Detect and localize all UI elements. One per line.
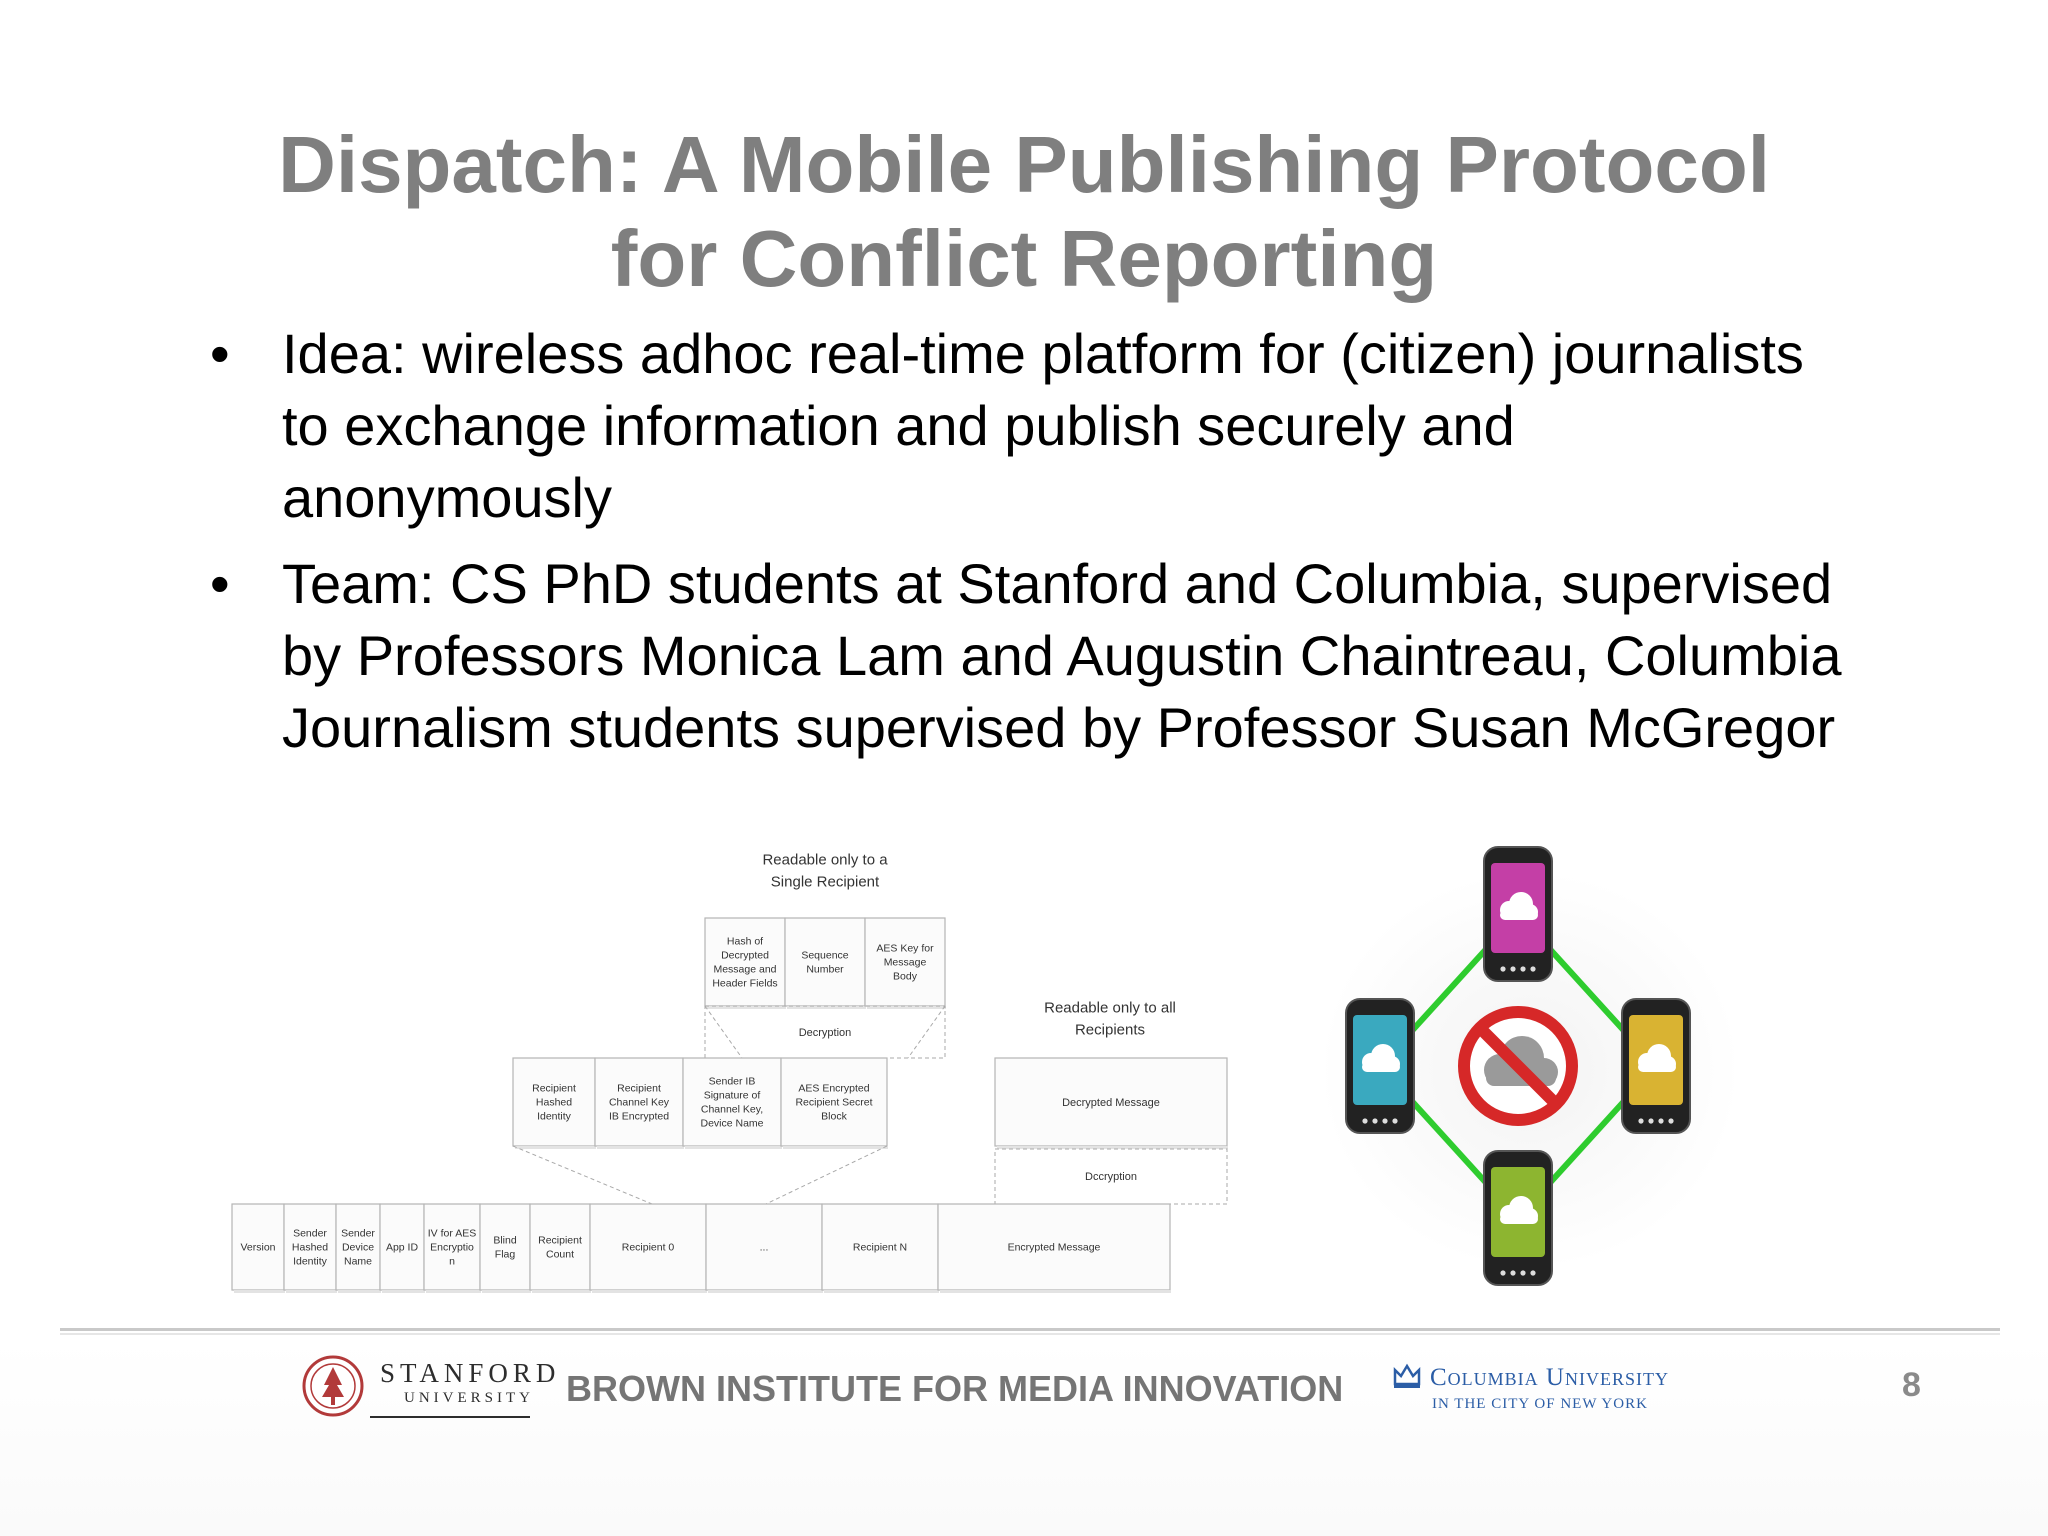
columbia-wordmark: Columbia University	[1430, 1364, 1669, 1391]
bottom-row-cell-shadow	[338, 1290, 381, 1293]
bottom-row-cell-shadow	[940, 1290, 1171, 1293]
bullet-dot: •	[210, 322, 230, 385]
footer-divider-shadow	[60, 1333, 2000, 1335]
middle-row-cell	[683, 1058, 781, 1146]
bottom-row-cell-shadow	[708, 1290, 823, 1293]
bottom-row-cell-shadow	[234, 1290, 285, 1293]
stanford-underline	[370, 1416, 530, 1418]
top-row-cell-shadow	[867, 1006, 946, 1009]
bottom-row-cell-label: IV for AES Encryptio n	[427, 1227, 477, 1268]
phone-icon	[1484, 1151, 1552, 1285]
bottom-row-cell-label: Sender Device Name	[341, 1227, 375, 1268]
bottom-row-cell-label: Encrypted Message	[1007, 1241, 1101, 1254]
top-row-cell	[705, 918, 785, 1006]
all-recipients-caption: Readable only to all Recipients	[1044, 999, 1176, 1039]
phone-mesh-illustration	[1310, 830, 1750, 1290]
bottom-row-cell-label: Recipient 0	[621, 1241, 675, 1254]
funnel-line	[908, 1006, 945, 1058]
bullet-list	[210, 318, 1850, 778]
middle-row-cell-shadow	[597, 1146, 684, 1149]
stanford-wordmark: STANFORD	[380, 1358, 561, 1388]
funnel-line	[513, 1146, 652, 1204]
bottom-row-cell-shadow	[286, 1290, 337, 1293]
page-number: 8	[1902, 1366, 1921, 1404]
bottom-row-cell-label: Recipient N	[852, 1241, 908, 1254]
bottom-row-cell-label: Sender Hashed Identity	[291, 1227, 329, 1268]
bottom-row-cell-shadow	[482, 1290, 531, 1293]
title-line-2: for Conflict Reporting	[610, 214, 1438, 303]
right-decryption-label: Dccryption	[1085, 1170, 1137, 1183]
middle-row-cell-label: Recipient Channel Key IB Encrypted	[608, 1082, 670, 1123]
columbia-city-label: IN THE CITY OF NEW YORK	[1432, 1396, 1648, 1412]
funnel-line	[705, 1006, 742, 1058]
footer-divider	[60, 1328, 2000, 1331]
funnel-line	[766, 1146, 887, 1204]
top-row-cell	[785, 918, 865, 1006]
middle-row-cell-label: Sender IB Signature of Channel Key, Device Name	[700, 1075, 764, 1130]
middle-row-cell-label: Recipient Hashed Identity	[532, 1082, 576, 1123]
middle-row-cell-label: AES Encrypted Recipient Secret Block	[795, 1082, 873, 1123]
bottom-row-cell-label: App ID	[385, 1241, 419, 1254]
phone-icon	[1346, 999, 1414, 1133]
bottom-row-cell-shadow	[824, 1290, 939, 1293]
top-decryption-label: Decryption	[798, 1026, 852, 1039]
stanford-seal-logo	[302, 1355, 364, 1417]
decrypted-message-label: Decrypted Message	[1062, 1096, 1160, 1109]
phone-icon	[1484, 847, 1552, 981]
bullet-dot: •	[210, 552, 230, 615]
no-cloud-icon	[1464, 1012, 1572, 1120]
bottom-row-cell	[480, 1204, 530, 1290]
top-row-cell-label: AES Key for Message Body	[876, 942, 934, 983]
top-row-cell-label: Sequence Number	[801, 949, 849, 976]
middle-row-cell-shadow	[515, 1146, 596, 1149]
bullet-item-idea	[210, 318, 1850, 534]
bottom-row-cell-shadow	[532, 1290, 591, 1293]
bullet-text: Team: CS PhD students at Stanford and Columbia, supervised by Professors Monica Lam and Augustin Chaintreau, Columbia Journalism students supervised by Professor Susan McGregor	[282, 552, 1842, 759]
brown-institute-label: BROWN INSTITUTE FOR MEDIA INNOVATION	[566, 1368, 1344, 1409]
bottom-row-cell-shadow	[592, 1290, 707, 1293]
bottom-row-cell-shadow	[426, 1290, 481, 1293]
bullet-text: Idea: wireless adhoc real-time platform for (citizen) journalists to exchange information and publish securely and anonymously	[282, 322, 1804, 529]
title-line-1: Dispatch: A Mobile Publishing Protocol	[278, 120, 1770, 209]
stanford-university-label: UNIVERSITY	[404, 1390, 534, 1406]
bottom-row-cell-label: ...	[759, 1241, 769, 1254]
slide-title	[0, 118, 2048, 306]
middle-row-cell-shadow	[685, 1146, 782, 1149]
columbia-crown-icon	[1392, 1362, 1422, 1390]
bullet-item-team	[210, 548, 1850, 764]
bottom-row-cell-shadow	[382, 1290, 425, 1293]
top-row-cell-shadow	[707, 1006, 786, 1009]
phone-icon	[1622, 999, 1690, 1133]
middle-row-cell-shadow	[783, 1146, 888, 1149]
bottom-row-cell-label: Version	[240, 1241, 276, 1254]
bottom-row-cell-label: Blind Flag	[493, 1234, 517, 1261]
top-row-cell-label: Hash of Decrypted Message and Header Fields	[712, 935, 778, 990]
single-recipient-caption: Readable only to a Single Recipient	[762, 851, 888, 891]
bottom-row-cell-label: Recipient Count	[538, 1234, 582, 1261]
bottom-row-cell	[530, 1204, 590, 1290]
protocol-packet-diagram	[240, 840, 1240, 1300]
